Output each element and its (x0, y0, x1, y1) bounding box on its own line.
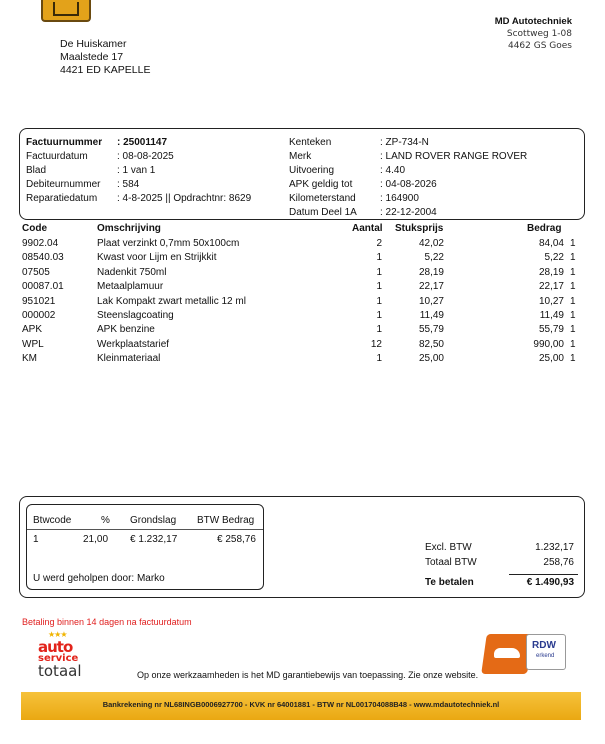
col-code: Code (22, 223, 47, 234)
line-code: KM (22, 353, 37, 365)
repair-date-label: Reparatiedatum (26, 193, 98, 204)
line-quantity: 1 (376, 266, 382, 278)
stars-icon: ★★★ (48, 630, 67, 639)
logo-word-service: service (38, 653, 79, 664)
plate-value: : ZP-734-N (380, 137, 429, 148)
invoice-date-label: Factuurdatum (26, 151, 88, 162)
line-quantity: 1 (376, 252, 382, 264)
line-amount: 11,49 (539, 310, 564, 321)
amount-due-label: Te betalen (425, 577, 474, 588)
line-quantity: 1 (376, 295, 382, 307)
line-amount: 28,19 (538, 266, 564, 278)
company-address (495, 16, 572, 52)
line-code: WPL (22, 338, 44, 350)
table-row (0, 323, 605, 337)
brand-value: : LAND ROVER RANGE ROVER (380, 151, 528, 162)
line-unit-price: 11,49 (419, 310, 444, 321)
vat-base-header: Grondslag (130, 515, 177, 526)
vat-amount-value: € 258,76 (217, 534, 256, 545)
line-amount: 22,17 (538, 281, 564, 293)
line-description: APK benzine (97, 324, 155, 336)
debtor-label: Debiteurnummer (26, 179, 101, 190)
table-row (0, 280, 605, 294)
version-value: : 4.40 (380, 165, 406, 176)
lines-table-header (0, 223, 605, 236)
line-vat-code: 1 (570, 324, 576, 336)
line-unit-price: 22,17 (418, 281, 444, 293)
km-label: Kilometerstand (289, 193, 356, 204)
line-vat-code: 1 (570, 266, 576, 278)
company-city: 4462 GS Goes (507, 41, 572, 51)
repair-date-value: : 4-8-2025 || Opdrachtnr: 8629 (117, 193, 252, 204)
line-code: 00087.01 (22, 281, 64, 293)
line-quantity: 1 (376, 353, 382, 365)
line-amount: 5,22 (544, 252, 564, 264)
line-unit-price: 82,50 (418, 338, 444, 350)
apk-label: APK geldig tot (289, 179, 353, 190)
line-vat-code: 1 (570, 281, 576, 293)
line-code: 000002 (22, 310, 56, 321)
line-code: APK (22, 324, 43, 336)
line-unit-price: 5,22 (424, 252, 444, 264)
table-row (0, 352, 605, 366)
amount-due-value: € 1.490,93 (526, 577, 574, 588)
line-unit-price: 55,79 (418, 324, 444, 336)
company-logo (41, 0, 91, 22)
km-value: : 164900 (380, 193, 419, 204)
line-description: Kwast voor Lijm en Strijkkit (97, 252, 217, 264)
header-row-2 (0, 150, 605, 163)
logo-glyph-icon (53, 2, 79, 16)
header-row-3 (0, 164, 605, 177)
company-name: MD Autotechniek (494, 16, 572, 27)
line-code: 07505 (22, 266, 50, 278)
line-vat-code: 1 (570, 238, 576, 249)
line-quantity: 1 (376, 310, 382, 321)
vat-pct-value: 21,00 (83, 534, 109, 545)
page-value: : 1 van 1 (117, 165, 156, 176)
customer-street: Maalstede 17 (60, 51, 124, 63)
line-code: 08540.03 (22, 252, 64, 264)
line-vat-code: 1 (570, 338, 576, 350)
customer-address (60, 38, 150, 77)
line-amount: 990,00 (533, 338, 564, 350)
line-quantity: 12 (370, 338, 382, 350)
rdw-logo (484, 630, 570, 682)
line-description: Kleinmateriaal (97, 353, 161, 365)
header-row-4 (0, 178, 605, 191)
apk-value: : 04-08-2026 (380, 179, 437, 190)
line-amount: 10,27 (538, 295, 564, 307)
line-quantity: 2 (376, 238, 382, 249)
col-amount: Bedrag (527, 223, 562, 234)
logo-word-totaal: totaal (38, 662, 82, 680)
vat-separator (27, 529, 263, 530)
line-quantity: 1 (376, 281, 382, 293)
col-description: Omschrijving (97, 223, 161, 234)
line-vat-code: 1 (570, 252, 576, 264)
col-quantity: Aantal (352, 223, 383, 234)
table-row (0, 237, 605, 251)
payment-terms: Betaling binnen 14 dagen na factuurdatum (22, 617, 192, 627)
line-unit-price: 42,02 (418, 238, 444, 249)
line-vat-code: 1 (570, 353, 576, 365)
table-row (0, 251, 605, 265)
table-row (0, 266, 605, 280)
vat-pct-header: % (101, 515, 110, 526)
vat-code-value: 1 (33, 534, 39, 545)
customer-city: 4421 ED KAPELLE (60, 64, 151, 76)
line-amount: 84,04 (538, 238, 564, 249)
line-description: Steenslagcoating (97, 310, 174, 321)
header-row-5 (0, 192, 605, 205)
vat-code-header: Btwcode (33, 515, 72, 526)
vat-base-value: € 1.232,17 (130, 534, 178, 545)
line-unit-price: 28,19 (418, 266, 444, 278)
bank-details: Bankrekening nr NL68INGB0006927700 - KVK nr 64001881 - BTW nr NL001704088B48 - www.mdautotechniek.nl (102, 700, 500, 709)
line-quantity: 1 (376, 324, 382, 336)
line-vat-code: 1 (570, 295, 576, 307)
line-code: 9902.04 (22, 238, 59, 249)
line-code: 951021 (22, 295, 56, 307)
line-description: Lak Kompakt zwart metallic 12 ml (97, 295, 246, 307)
line-vat-code: 1 (570, 310, 576, 321)
header-row-1 (0, 136, 605, 149)
excl-vat-label: Excl. BTW (425, 542, 472, 553)
helped-by: U werd geholpen door: Marko (33, 573, 165, 584)
invoice-number-label: Factuurnummer (26, 137, 103, 148)
customer-name: De Huiskamer (60, 38, 127, 50)
version-label: Uitvoering (289, 165, 335, 176)
header-row-6 (0, 206, 605, 219)
table-row (0, 338, 605, 352)
col-unit-price: Stuksprijs (395, 223, 444, 234)
table-row (0, 295, 605, 309)
plate-label: Kenteken (289, 137, 332, 148)
line-description: Werkplaatstarief (97, 338, 170, 350)
rdw-text: RDW (532, 640, 556, 651)
debtor-value: : 584 (117, 179, 140, 190)
vat-summary-box (26, 504, 264, 590)
rdw-subtext: erkend (536, 653, 555, 659)
guarantee-note: Op onze werkzaamheden is het MD garantiebewijs van toepassing. Zie onze website. (137, 670, 479, 680)
invoice-number: : 25001147 (117, 137, 168, 148)
logo-word-auto: auto (38, 638, 73, 656)
invoice-date: : 08-08-2025 (117, 151, 174, 162)
excl-vat-value: 1.232,17 (535, 542, 574, 553)
date1a-value: : 22-12-2004 (380, 207, 437, 218)
total-vat-label: Totaal BTW (425, 557, 477, 568)
line-unit-price: 10,27 (418, 295, 444, 307)
auto-service-logo (34, 630, 84, 684)
car-icon (494, 648, 520, 658)
line-description: Nadenkit 750ml (97, 266, 167, 278)
bank-footer-bar (21, 692, 581, 720)
line-amount: 55,79 (538, 324, 564, 336)
line-description: Plaat verzinkt 0,7mm 50x100cm (97, 238, 240, 249)
total-vat-value: 258,76 (543, 557, 574, 568)
table-row (0, 309, 605, 323)
line-unit-price: 25,00 (418, 353, 444, 365)
total-underline (509, 574, 578, 575)
company-street: Scottweg 1-08 (506, 29, 572, 39)
brand-label: Merk (289, 151, 312, 162)
page-label: Blad (26, 165, 47, 176)
line-description: Metaalplamuur (97, 281, 164, 293)
line-amount: 25,00 (538, 353, 564, 365)
vat-amount-header: BTW Bedrag (197, 515, 255, 526)
date1a-label: Datum Deel 1A (289, 207, 357, 218)
